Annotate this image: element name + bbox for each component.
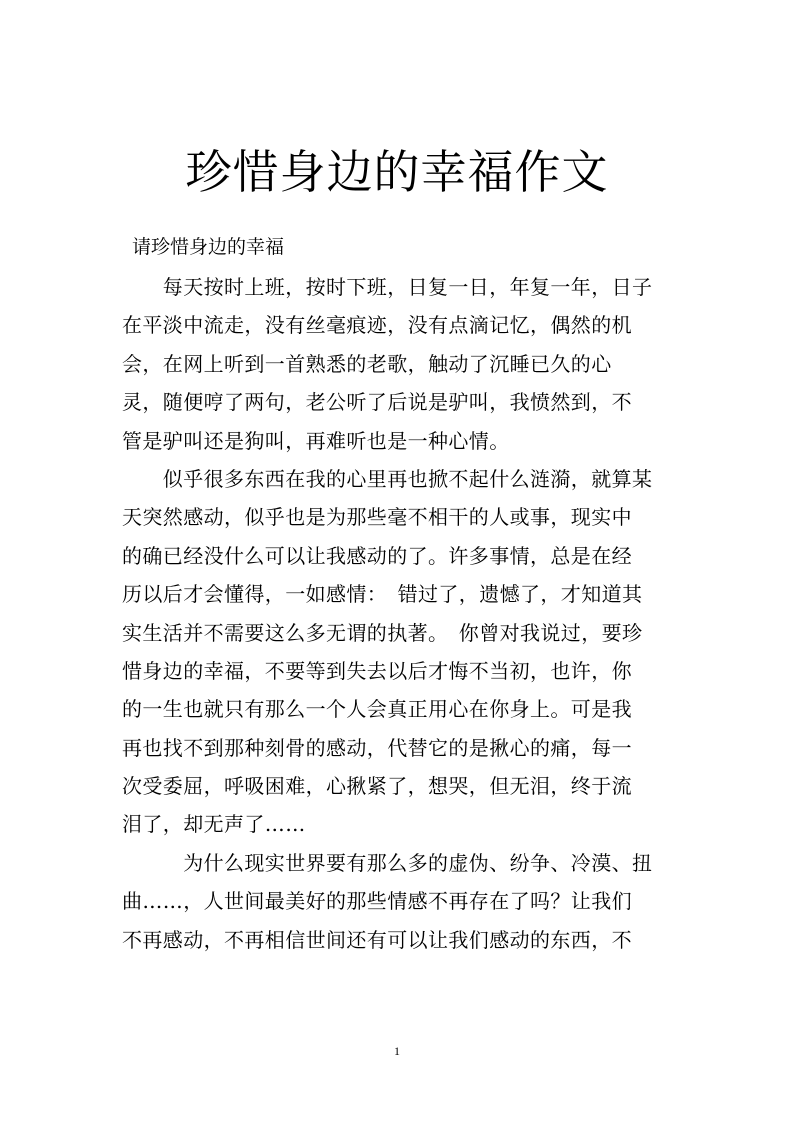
body-line: 不再感动，不再相信世间还有可以让我们感动的东西，不: [122, 927, 632, 952]
body-line: 管是驴叫还是狗叫，再难听也是一种心情。: [122, 428, 510, 453]
body-line: 再也找不到那种刻骨的感动，代替它的是揪心的痛，每一: [122, 735, 632, 760]
page-number: 1: [394, 1044, 400, 1058]
body-line: 灵，随便哼了两句，老公听了后说是驴叫，我愤然到，不: [122, 390, 632, 415]
body-line: 为什么现实世界要有那么多的虚伪、纷争、冷漠、扭: [122, 850, 653, 875]
document-subtitle: 请珍惜身边的幸福: [132, 236, 285, 258]
body-line: 每天按时上班，按时下班，日复一日，年复一年，日子: [122, 275, 653, 299]
body-line: 泪了，却无声了……: [122, 812, 306, 837]
body-line: 次受委屈，呼吸困难，心揪紧了，想哭，但无泪，终于流: [122, 774, 632, 799]
body-line: 惜身边的幸福，不要等到失去以后才悔不当初，也许，你: [122, 658, 632, 683]
body-line: 的确已经没什么可以让我感动的了。许多事情，总是在经: [122, 543, 632, 568]
body-line: 天突然感动，似乎也是为那些毫不相干的人或事，现实中: [122, 505, 632, 530]
document-title: 珍惜身边的幸福作文: [185, 145, 609, 199]
body-line: 历以后才会懂得，一如感情： 错过了，遗憾了，才知道其: [122, 582, 643, 607]
body-line: 会，在网上听到一首熟悉的老歌，触动了沉睡已久的心: [122, 351, 612, 376]
body-line: 在平淡中流走，没有丝毫痕迹，没有点滴记忆，偶然的机: [122, 313, 632, 338]
body-line: 似乎很多东西在我的心里再也掀不起什么涟漪，就算某: [122, 466, 653, 491]
body-line: 曲……，人世间最美好的那些情感不再存在了吗？让我们: [122, 889, 632, 914]
body-line: 实生活并不需要这么多无谓的执著。 你曾对我说过，要珍: [122, 620, 643, 645]
body-line: 的一生也就只有那么一个人会真正用心在你身上。可是我: [122, 697, 632, 722]
body-text: [122, 268, 682, 959]
